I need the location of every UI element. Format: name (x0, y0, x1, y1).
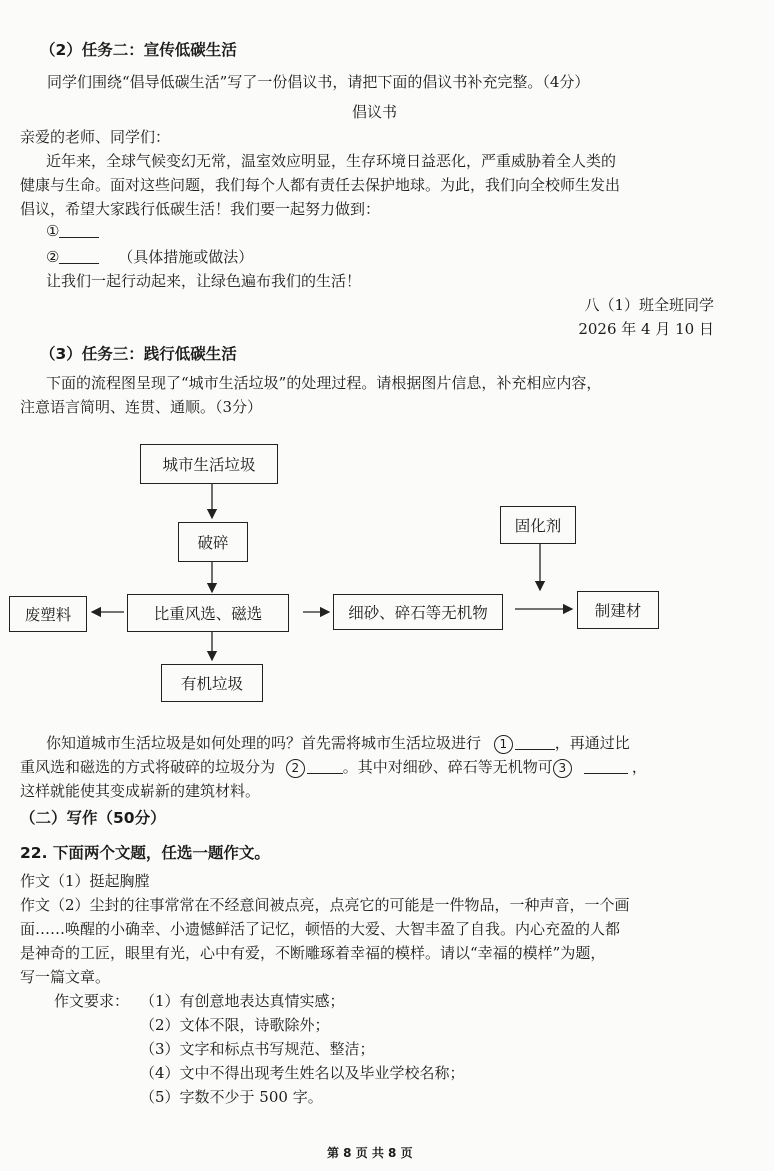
flow-node-curing-agent (500, 506, 576, 544)
answer-blank[interactable] (515, 734, 555, 750)
fill-line-2 (20, 756, 647, 778)
letter-signature: 八（1）班全班同学 (584, 296, 714, 314)
item-note: （具体措施或做法） (118, 248, 254, 266)
blank-number: 1 (494, 735, 513, 754)
letter-body-line: 近年来，全球气候变幻无常，温室效应明显，生存环境日益恶化，严重威胁着全人类的 (46, 152, 617, 170)
writing-section-heading: （二）写作（50分） (20, 809, 166, 827)
task3-instruction: 注意语言简明、连贯、通顺。（3分） (20, 398, 263, 416)
task2-heading: （2）任务二：宣传低碳生活 (40, 41, 237, 59)
requirement-item: （3）文字和标点书写规范、整洁； (140, 1040, 375, 1058)
node-label: 废塑料 (24, 606, 72, 624)
requirement-item: （4）文中不得出现考生姓名以及毕业学校名称； (140, 1064, 465, 1082)
page-footer: 第 8 页 共 8 页 (327, 1146, 413, 1160)
fill-text: 你知道城市生活垃圾是如何处理的吗？首先需将城市生活垃圾进行 (46, 734, 482, 752)
essay-title-2-line: 写一篇文章。 (20, 968, 111, 986)
letter-closing: 让我们一起行动起来，让绿色遍布我们的生活！ (46, 272, 362, 290)
requirement-item: （2）文体不限，诗歌除外； (140, 1016, 330, 1034)
letter-body-line: 健康与生命。面对这些问题，我们每个人都有责任去保护地球。为此，我们向全校师生发出 (20, 176, 621, 194)
node-label: 破碎 (197, 534, 229, 552)
task3-heading: （3）任务三：践行低碳生活 (40, 345, 237, 363)
flow-node-crush (178, 522, 248, 562)
flow-node-organic (161, 664, 263, 702)
node-label: 有机垃圾 (180, 675, 243, 693)
requirements-label: 作文要求： (54, 992, 130, 1010)
fill-line-3: 这样就能使其变成崭新的建筑材料。 (20, 782, 261, 800)
essay-title-2-line: 是神奇的工匠，眼里有光，心中有爱，不断雕琢着幸福的模样。请以“幸福的模样”为题， (20, 944, 606, 962)
fill-text: ， (631, 758, 647, 776)
answer-blank[interactable] (307, 758, 343, 774)
blank-number: 3 (553, 759, 572, 778)
answer-blank[interactable] (584, 758, 628, 774)
essay-title-1: 作文（1）挺起胸膛 (20, 872, 150, 890)
fill-text: 重风选和磁选的方式将破碎的垃圾分为 (20, 758, 276, 776)
question-22: 22. 下面两个文题，任选一题作文。 (20, 844, 270, 862)
flow-node-waste-plastic (9, 596, 87, 632)
node-label: 固化剂 (514, 517, 562, 535)
flow-node-separation (127, 594, 289, 632)
flow-node-building-material (577, 591, 659, 629)
task3-instruction: 下面的流程图呈现了“城市生活垃圾”的处理过程。请根据图片信息，补充相应内容， (46, 374, 602, 392)
requirement-item: （1）有创意地表达真情实感； (140, 992, 345, 1010)
task2-instruction: 同学们围绕“倡导低碳生活”写了一份倡议书，请把下面的倡议书补充完整。（4分） (47, 73, 590, 91)
letter-body-line: 倡议，希望大家践行低碳生活！我们要一起努力做到： (20, 200, 381, 218)
fill-line-1 (46, 732, 630, 754)
node-label: 制建材 (594, 602, 642, 620)
node-label: 细砂、碎石等无机物 (348, 604, 488, 622)
essay-title-2-line: 作文（2）尘封的往事常常在不经意间被点亮，点亮它的可能是一件物品，一种声音，一个画 (20, 896, 630, 914)
letter-greeting: 亲爱的老师、同学们： (20, 128, 171, 146)
essay-title-2-line: 面……唤醒的小确幸、小遗憾鲜活了记忆，顿悟的大爱、大智丰盈了自我。内心充盈的人都 (20, 920, 621, 938)
node-label: 比重风选、磁选 (153, 605, 263, 623)
flow-node-inorganic (333, 594, 503, 630)
flow-node-city-waste (140, 444, 278, 484)
node-label: 城市生活垃圾 (162, 456, 256, 474)
fill-text: 。其中对细砂、碎石等无机物可 (342, 758, 553, 776)
letter-title: 倡议书 (352, 103, 398, 121)
item-number: ① (46, 222, 60, 240)
fill-text: ，再通过比 (554, 734, 630, 752)
blank-number: 2 (286, 759, 305, 778)
requirement-item: （5）字数不少于 500 字。 (140, 1088, 323, 1106)
item-number: ② (46, 248, 60, 266)
letter-date: 2026 年 4 月 10 日 (578, 320, 714, 338)
